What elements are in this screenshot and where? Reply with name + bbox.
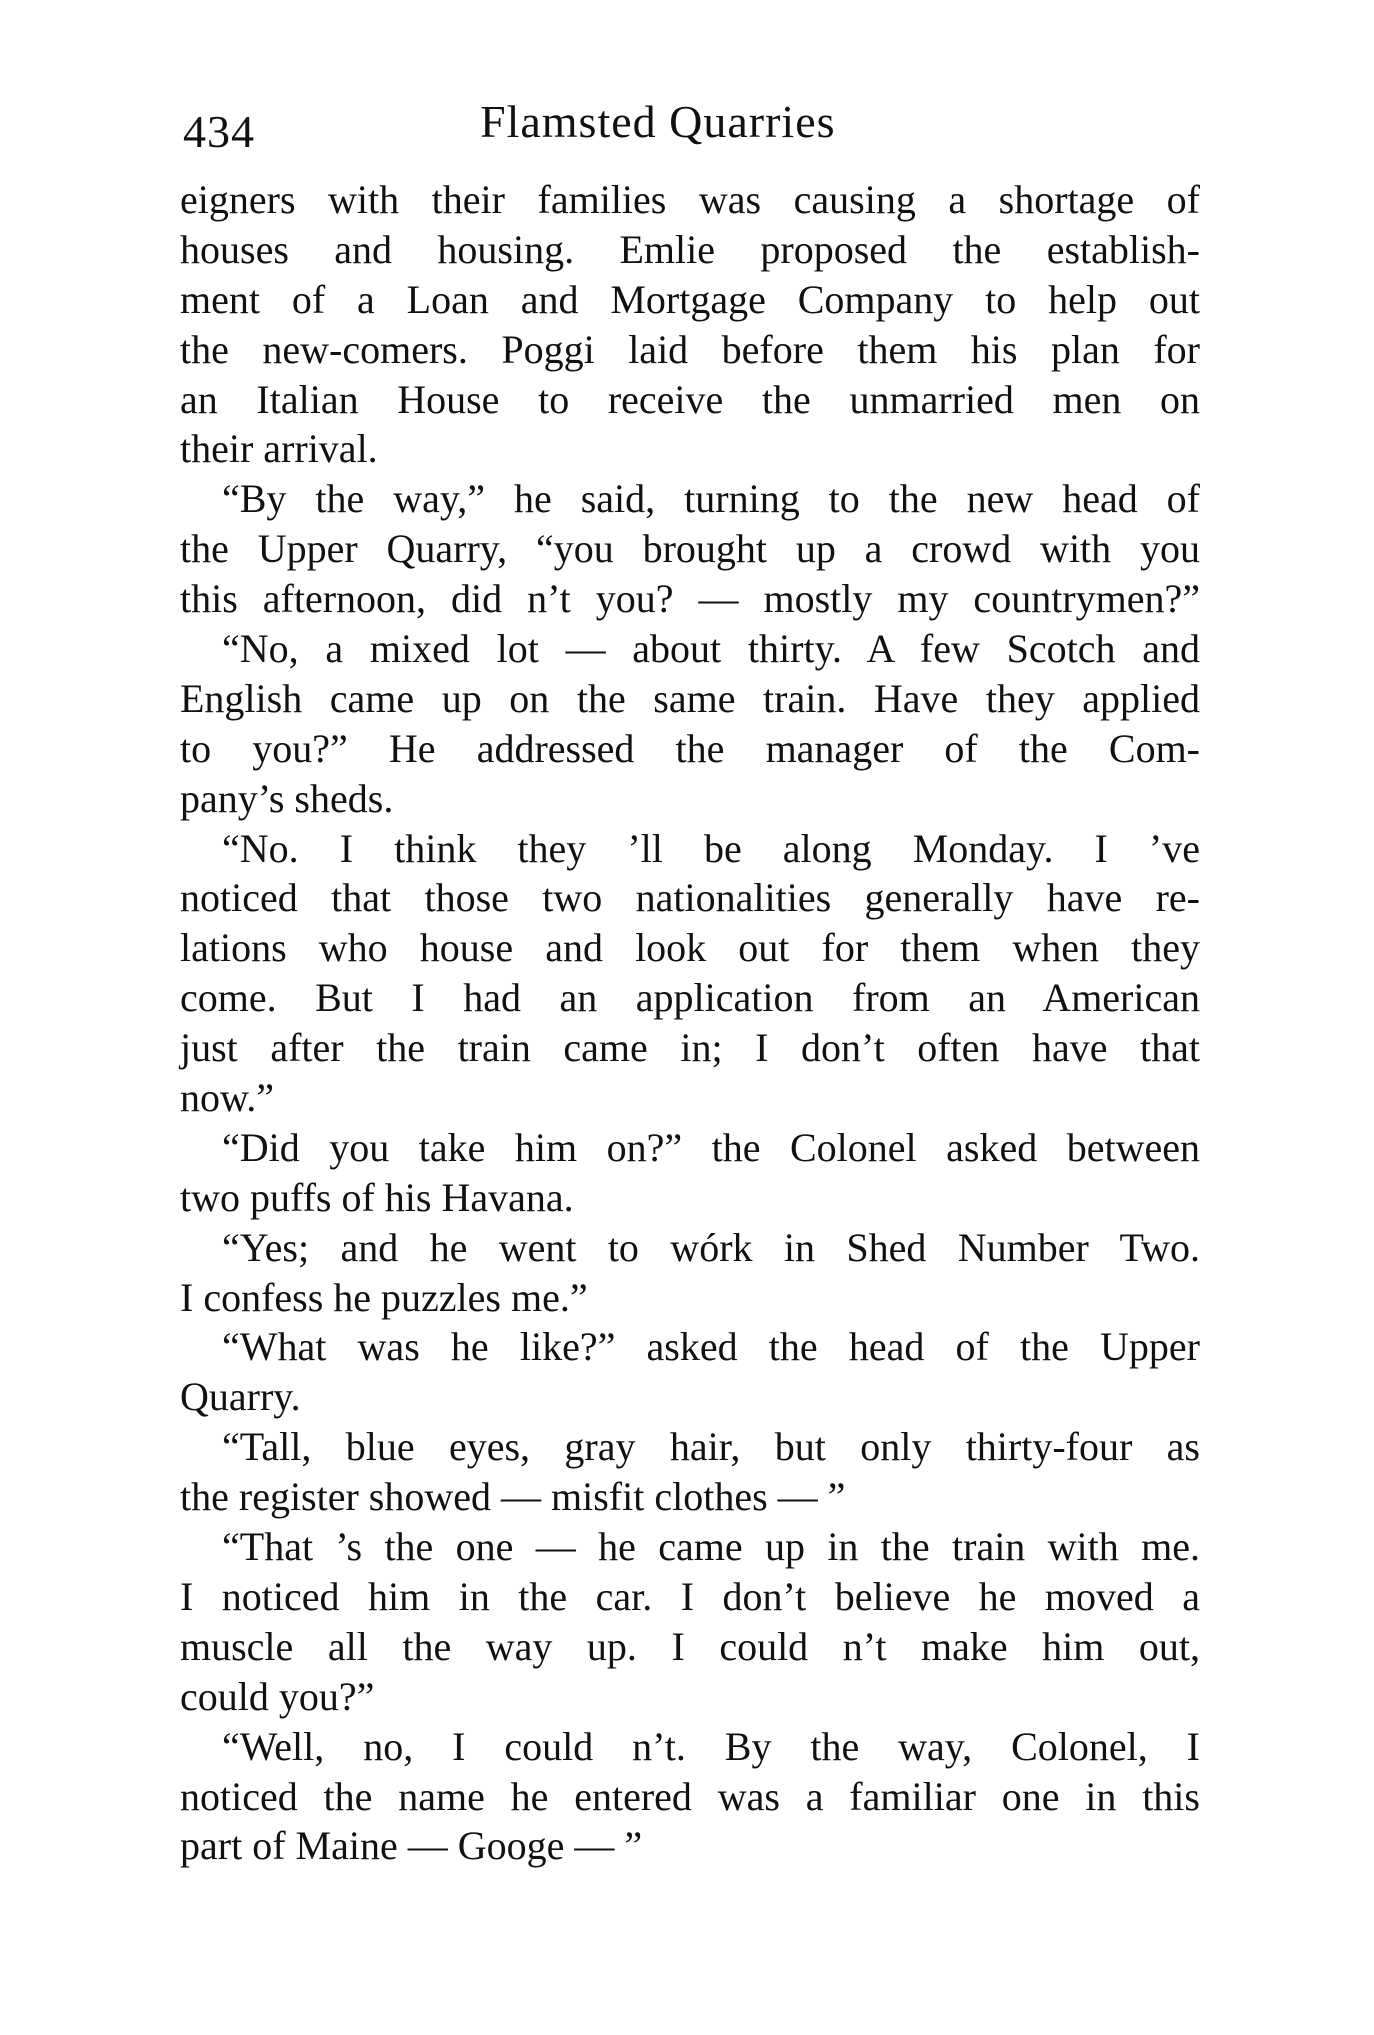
text-line: the new-comers. Poggi laid before them his plan for [180,326,1200,372]
text-line: “Well, no, I could n’t. By the way, Colonel, I [222,1723,1200,1769]
text-line: now.” [180,1075,275,1121]
text-line: houses and housing. Emlie proposed the establish- [180,226,1200,272]
text-line: I confess he puzzles me.” [180,1274,588,1320]
running-title: Flamsted Quarries [480,96,836,147]
text-line: pany’s sheds. [180,775,394,821]
text-line: just after the train came in; I don’t often have that [180,1025,1200,1071]
text-line: could you?” [180,1673,375,1719]
text-line: “Tall, blue eyes, gray hair, but only thirty-four as [222,1424,1200,1470]
text-line: “That ’s the one — he came up in the train with me. [222,1524,1200,1570]
text-line: two puffs of his Havana. [180,1174,574,1220]
text-line: the Upper Quarry, “you brought up a crowd with you [180,526,1200,572]
text-line: I noticed him in the car. I don’t believe he moved a [180,1573,1200,1619]
text-line: an Italian House to receive the unmarried men on [180,376,1200,422]
text-line: come. But I had an application from an American [180,975,1200,1021]
text-line: English came up on the same train. Have they applied [180,675,1200,721]
text-line: ment of a Loan and Mortgage Company to help out [180,276,1200,322]
text-line: Quarry. [180,1374,301,1420]
text-line: to you?” He addressed the manager of the Com- [180,725,1200,771]
text-line: eigners with their families was causing a shortage of [180,177,1200,222]
book-page [180,95,1200,1871]
text-line: muscle all the way up. I could n’t make him out, [180,1623,1200,1669]
running-head [180,95,1200,173]
text-line: “Yes; and he went to wórk in Shed Number Two. [222,1224,1200,1270]
text-line: “No. I think they ’ll be along Monday. I ’ve [222,825,1200,871]
text-line: part of Maine — Googe — ” [180,1823,643,1869]
page-number: 434 [183,106,255,157]
text-line: “What was he like?” asked the head of the Upper [222,1324,1200,1370]
text-line: noticed the name he entered was a familiar one in this [180,1773,1200,1819]
text-line: the register showed — misfit clothes — ” [180,1474,846,1520]
text-line: “Did you take him on?” the Colonel asked between [222,1124,1200,1170]
text-line: lations who house and look out for them when they [180,925,1200,971]
text-line: “No, a mixed lot — about thirty. A few Scotch and [222,626,1200,672]
text-line: their arrival. [180,426,378,472]
text-line: this afternoon, did n’t you? — mostly my countrymen?” [180,576,1200,622]
text-line: “By the way,” he said, turning to the new head of [222,476,1200,522]
body-text [180,175,1200,1871]
text-line: noticed that those two nationalities generally have re- [180,875,1200,921]
